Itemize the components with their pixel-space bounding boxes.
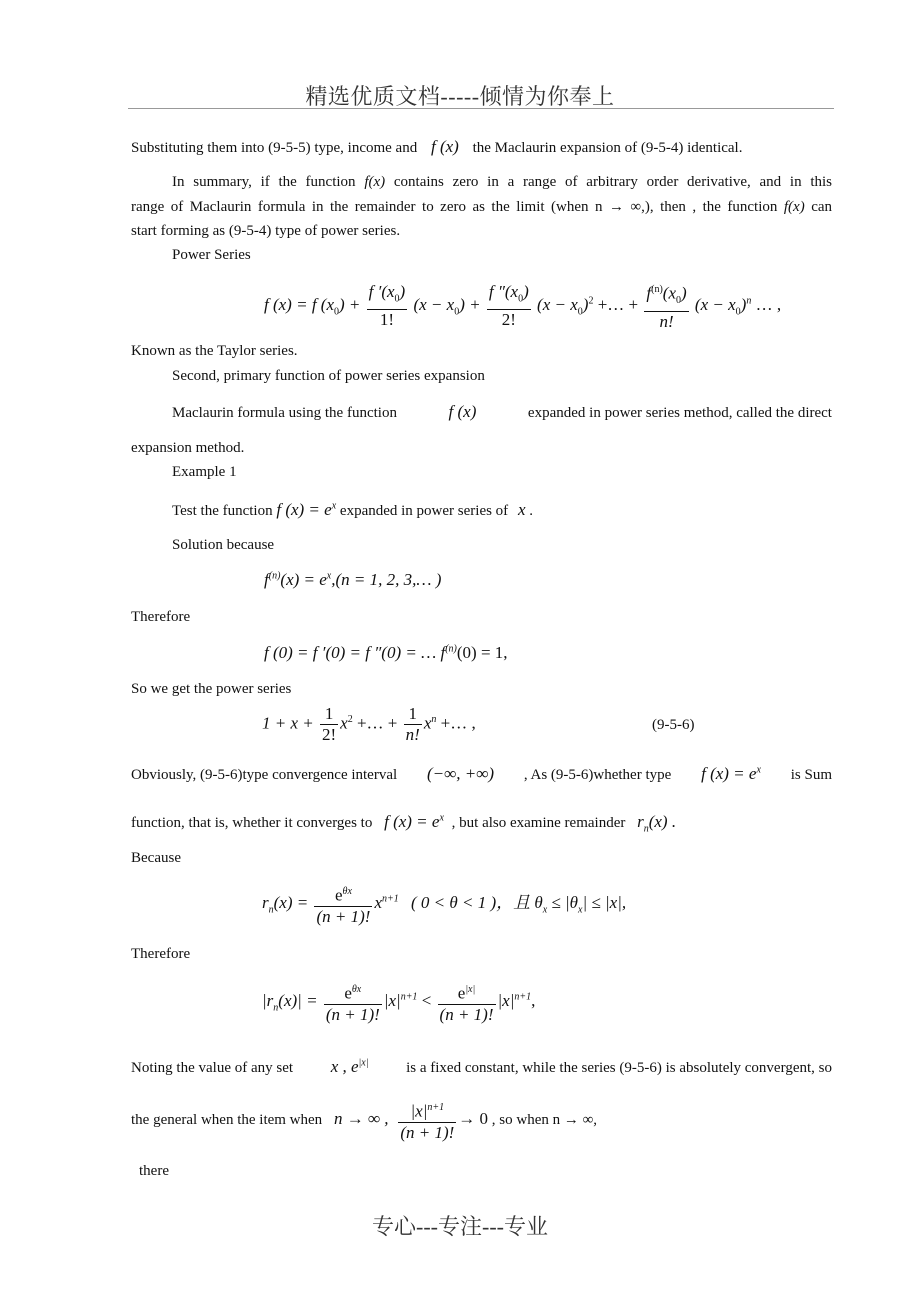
- formula-part: x: [423, 713, 432, 733]
- formula-part: f (x) = e: [384, 812, 440, 831]
- text: can: [811, 199, 833, 215]
- text: Maclaurin formula using the function: [172, 405, 397, 421]
- formula: [384, 812, 444, 831]
- there-label: there: [139, 1163, 169, 1179]
- formula-part: f: [646, 283, 652, 303]
- series-formula: [262, 704, 476, 745]
- formula-part: (x) = e: [280, 570, 327, 589]
- formula-part: → 0: [458, 1108, 489, 1128]
- formula-part: (n + 1)!: [400, 1122, 455, 1142]
- formula-part: x: [326, 570, 332, 582]
- text: Test the function: [172, 503, 273, 519]
- formula-part: (n + 1)!: [439, 1004, 494, 1024]
- paragraph-substituting: [131, 137, 742, 157]
- formula-part: … ,: [755, 294, 782, 314]
- formula-part: 2: [588, 295, 594, 307]
- formula-part: (n + 1)!: [325, 1004, 380, 1024]
- page-footer: 专心---专注---专业: [372, 1214, 548, 1239]
- text: , As (9-5-6)whether type: [523, 767, 672, 783]
- formula-part: θx: [351, 984, 362, 995]
- formula-part: (x) =: [273, 893, 309, 913]
- derivative-formula: [264, 570, 441, 590]
- formula-part: |r: [262, 991, 274, 1011]
- paragraph-noting: [131, 1057, 832, 1077]
- formula-part: x: [517, 500, 526, 519]
- therefore-1: Therefore: [131, 609, 191, 625]
- paragraph-general: [131, 1098, 597, 1143]
- formula-part: x: [756, 764, 761, 776]
- formula-part: 0: [735, 306, 741, 318]
- remainder-formula: [262, 882, 626, 927]
- fraction: $\frac{f^{(n)}(x_0)}{n!}$: [644, 280, 688, 332]
- formula-part: n: [273, 1002, 279, 1014]
- formula-part: x: [542, 904, 548, 916]
- formula-part: 0: [577, 306, 583, 318]
- formula-part: n: [643, 823, 649, 835]
- formula-part: x: [578, 904, 583, 916]
- fraction: [314, 882, 372, 927]
- formula-part: f (x) = f (x: [264, 294, 334, 314]
- formula-part: n: [746, 295, 752, 307]
- formula-part: (0) = 1,: [456, 643, 508, 662]
- values-formula: [264, 643, 508, 663]
- formula-part: 0: [334, 306, 339, 318]
- formula-part: |x|: [358, 1057, 369, 1069]
- formula-part: r: [262, 893, 269, 913]
- formula: [637, 812, 677, 835]
- text: function, that is, whether it converges to: [131, 815, 373, 831]
- formula-fx: f(x): [783, 199, 805, 215]
- formula-part: (x − x: [537, 294, 578, 314]
- because-label: Because: [131, 850, 181, 866]
- formula-part: 2!: [322, 725, 337, 744]
- text: Substituting them into (9-5-5) type, income and: [131, 140, 418, 156]
- text: is a fixed constant, while the series (9-5-6) is absolutely convergent, so: [406, 1060, 832, 1076]
- formula-part: (n): [268, 570, 281, 582]
- power-series-label: Power Series: [172, 247, 251, 263]
- formula-part: (x − x: [694, 294, 736, 314]
- formula-part: ≤ |θ: [551, 893, 579, 913]
- formula-part: +… +: [356, 713, 398, 733]
- formula-part: <: [421, 991, 432, 1011]
- formula-part: r: [637, 812, 644, 831]
- taylor-caption: Known as the Taylor series.: [131, 343, 298, 359]
- abs-remainder-formula: [262, 980, 535, 1025]
- formula-interval: (−∞, +∞): [426, 764, 494, 783]
- text: , so when n → ∞,: [491, 1111, 598, 1128]
- header-divider: [128, 108, 834, 109]
- formula-part: +… ,: [440, 713, 476, 733]
- paragraph-maclaurin-line2: expansion method.: [131, 440, 245, 456]
- formula-part: x: [439, 812, 444, 824]
- fraction: [320, 704, 338, 745]
- text: expanded in power series method, called the direct: [527, 405, 832, 421]
- paragraph-obviously: [131, 764, 832, 784]
- text: Obviously, (9-5-6)type convergence interval: [131, 767, 398, 783]
- formula-part: (n + 1)!: [316, 906, 371, 926]
- formula-part: f: [264, 570, 269, 589]
- formula-part: 2!: [501, 310, 516, 330]
- formula-part: ,: [531, 991, 536, 1011]
- formula: [276, 500, 336, 519]
- fraction: $\frac{f ''(x_0)}{2!}$: [488, 281, 529, 330]
- formula-part: |x|: [410, 1101, 428, 1121]
- formula-part: x: [331, 500, 337, 512]
- equation-number: (9-5-6): [652, 717, 695, 733]
- solution-label: Solution because: [172, 537, 275, 553]
- formula-part: 0: [676, 295, 681, 307]
- formula-part: x: [340, 713, 348, 733]
- text: expanded in power series of: [339, 503, 509, 519]
- formula-part: n+1: [514, 991, 532, 1003]
- page-header: 精选优质文档-----倾情为你奉上: [305, 84, 615, 109]
- formula-part: |x|: [497, 991, 515, 1011]
- formula-part: 1!: [379, 310, 395, 330]
- paragraph-function: [131, 812, 676, 834]
- formula-part: 0: [518, 293, 524, 305]
- text: the Maclaurin expansion of (9-5-4) identical.: [472, 140, 743, 156]
- text: range of Maclaurin formula in the remainder to zero as the limit (when n → ∞,), then , the function: [131, 199, 778, 215]
- formula-part: n+1: [427, 1102, 445, 1113]
- formula-part: n!: [659, 312, 674, 332]
- fraction: [438, 980, 496, 1025]
- formula: [331, 1057, 369, 1077]
- formula-part: e: [457, 983, 466, 1003]
- formula-part: e: [335, 885, 343, 905]
- paragraph-summary-line1: [131, 174, 832, 191]
- text: .: [529, 503, 533, 519]
- formula-part: 2: [347, 713, 353, 725]
- fraction: [324, 980, 382, 1025]
- formula-part: n: [431, 713, 437, 725]
- formula-part: (x) .: [648, 812, 677, 831]
- formula-part: | ≤ |x|,: [582, 893, 627, 913]
- text: is Sum: [790, 767, 832, 783]
- formula-part: 1 + x +: [262, 713, 314, 733]
- formula-part: f (x) = e: [701, 764, 757, 783]
- formula-part: x , e: [330, 1057, 359, 1076]
- fraction: [404, 704, 422, 745]
- fraction: [398, 1098, 456, 1143]
- formula-part: (x)| =: [278, 991, 318, 1011]
- formula-part: ,(n = 1, 2, 3,… ): [331, 570, 442, 589]
- formula-part: θx: [342, 886, 352, 897]
- paragraph-maclaurin-line1: [172, 402, 832, 422]
- formula-part: 1: [320, 704, 338, 725]
- formula-part: (x − x: [413, 294, 455, 314]
- paragraph-summary-line3: start forming as (9-5-4) type of power series.: [131, 223, 401, 239]
- text: Noting the value of any set: [131, 1060, 294, 1076]
- formula-part: 0: [454, 306, 460, 318]
- paragraph-summary-line2: [131, 199, 832, 216]
- formula-fx: f(x): [364, 174, 386, 190]
- formula-part: n+1: [381, 893, 399, 905]
- text: the general when the item when: [131, 1111, 323, 1128]
- formula-part: f ′(x: [368, 281, 395, 301]
- example-text: [172, 500, 533, 520]
- formula-fx: f (x): [448, 402, 477, 421]
- fraction: $\frac{f '(x_0)}{1!}$: [368, 281, 406, 330]
- formula-part: |x|: [465, 984, 476, 995]
- formula-part: ( 0 < θ < 1 )，且 θ: [410, 893, 543, 913]
- text: In summary, if the function: [172, 174, 356, 190]
- formula-part: +… +: [597, 294, 639, 314]
- formula-part: f (0) = f ′(0) = f ″(0) = … f: [264, 643, 446, 662]
- formula-part: e: [344, 983, 352, 1003]
- taylor-formula: f (x) = f $(x_0)$ + $\frac{f '(x_0)}{1!}$ $(x - x_0)$ + $\frac{f ''(x_0)}{2!}$ $(x - x_0)^2$ +… + $\frac{f^{(n)}(x_0)}{n!}$ $(x - x_0)^n$ … ,: [264, 281, 782, 332]
- formula-part: x: [374, 893, 382, 913]
- therefore-2: Therefore: [131, 946, 191, 962]
- formula-part: n: [268, 904, 274, 916]
- formula-part: (n): [445, 643, 457, 655]
- section-title: Second, primary function of power series expansion: [172, 368, 485, 384]
- formula-part: n!: [405, 725, 420, 744]
- power-series-text: So we get the power series: [131, 681, 292, 697]
- formula-part: 1: [404, 704, 422, 725]
- formula-part: n → ∞ ,: [333, 1108, 389, 1128]
- formula-part: 0: [394, 293, 400, 305]
- text: , but also examine remainder: [451, 815, 626, 831]
- formula-fx: f (x): [430, 137, 459, 156]
- example-label: Example 1: [172, 464, 237, 480]
- formula-part: f ″(x: [488, 281, 519, 301]
- formula-part: (n): [651, 284, 663, 295]
- formula-part: f (x) = e: [276, 500, 332, 519]
- formula-part: n+1: [400, 991, 418, 1003]
- formula: [701, 764, 761, 784]
- formula-part: |x|: [383, 991, 401, 1011]
- text: contains zero in a range of arbitrary order derivative, and in this: [393, 174, 833, 190]
